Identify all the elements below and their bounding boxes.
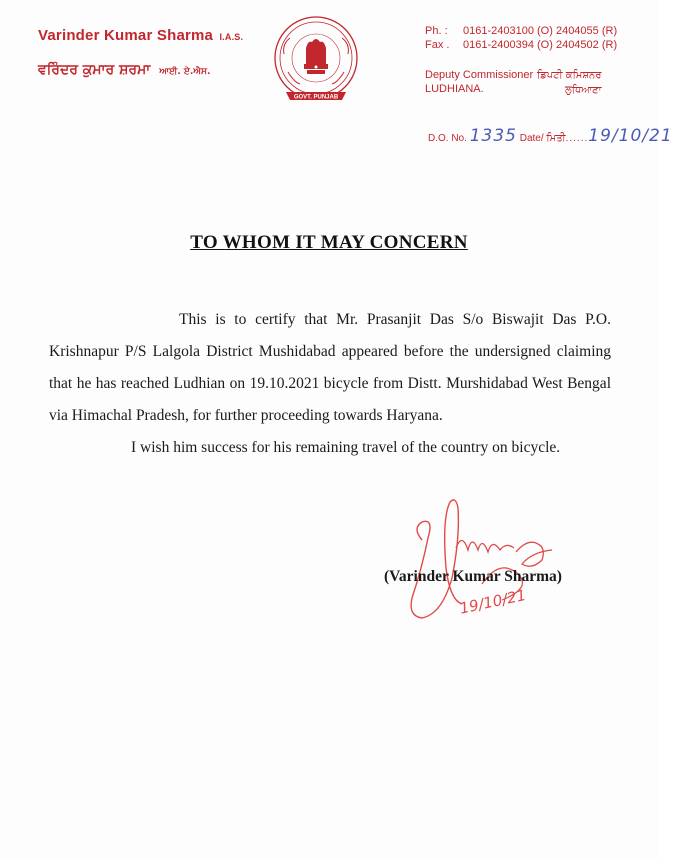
date-label: Date/ ਮਿਤੀ	[519, 133, 566, 144]
designation-punjabi: ਡਿਪਟੀ ਕਮਿਸ਼ਨਰ	[537, 70, 602, 81]
fax-label: Fax .	[425, 39, 450, 51]
office-punjabi	[537, 68, 602, 98]
wishes-paragraph: I wish him success for his remaining travel of the country on bicycle.	[131, 439, 561, 456]
location-english: LUDHIANA.	[425, 83, 484, 95]
officer-name-punjabi-text: ਵਰਿੰਦਰ ਕੁਮਾਰ ਸ਼ਰਮਾ	[38, 62, 151, 78]
do-number: 1335	[469, 126, 517, 146]
phone-label: Ph. :	[425, 25, 448, 37]
officer-name-english-text: Varinder Kumar Sharma	[38, 27, 214, 44]
document-heading: TO WHOM IT MAY CONCERN	[190, 232, 468, 253]
officer-name-english	[38, 27, 243, 44]
certificate-paragraph: This is to certify that Mr. Prasanjit Das S/o Biswajit Das P.O. Krishnapur P/S Lalgola District Mushidabad appeared before the undersigned claiming that he has reached Ludhian on 19.10.2021 bicycle from Distt. Murshidabad West Bengal via Himachal Pradesh, for further proceeding towards Haryana.	[49, 311, 611, 424]
emblem-label: GOVT. PUNJAB	[293, 94, 339, 101]
signatory-name: (Varinder Kumar Sharma)	[384, 568, 562, 585]
office-english	[425, 68, 533, 96]
document-body	[49, 304, 611, 464]
designation-english: Deputy Commissioner	[425, 69, 534, 81]
govt-punjab-emblem	[270, 14, 362, 106]
do-label: D.O. No.	[428, 133, 467, 144]
fax-line	[425, 38, 617, 52]
location-punjabi: ਲੁਧਿਆਣਾ	[564, 85, 602, 96]
reference-line: D.O. No. 1335 Date/ ਮਿਤੀ......19/10/21	[428, 126, 673, 146]
officer-title-english: I.A.S.	[219, 32, 244, 42]
phone-number: 0161-2403100 (O) 2404055 (R)	[463, 25, 618, 37]
fax-number: 0161-2400394 (O) 2404502 (R)	[463, 39, 618, 51]
phone-line	[425, 24, 617, 38]
signature-date: 19/10/21	[458, 585, 528, 618]
letter-date: 19/10/21	[588, 126, 673, 146]
officer-title-punjabi: ਆਈ. ਏ.ਐਸ.	[159, 67, 211, 77]
contact-block	[425, 24, 617, 52]
officer-name-punjabi	[38, 62, 210, 78]
